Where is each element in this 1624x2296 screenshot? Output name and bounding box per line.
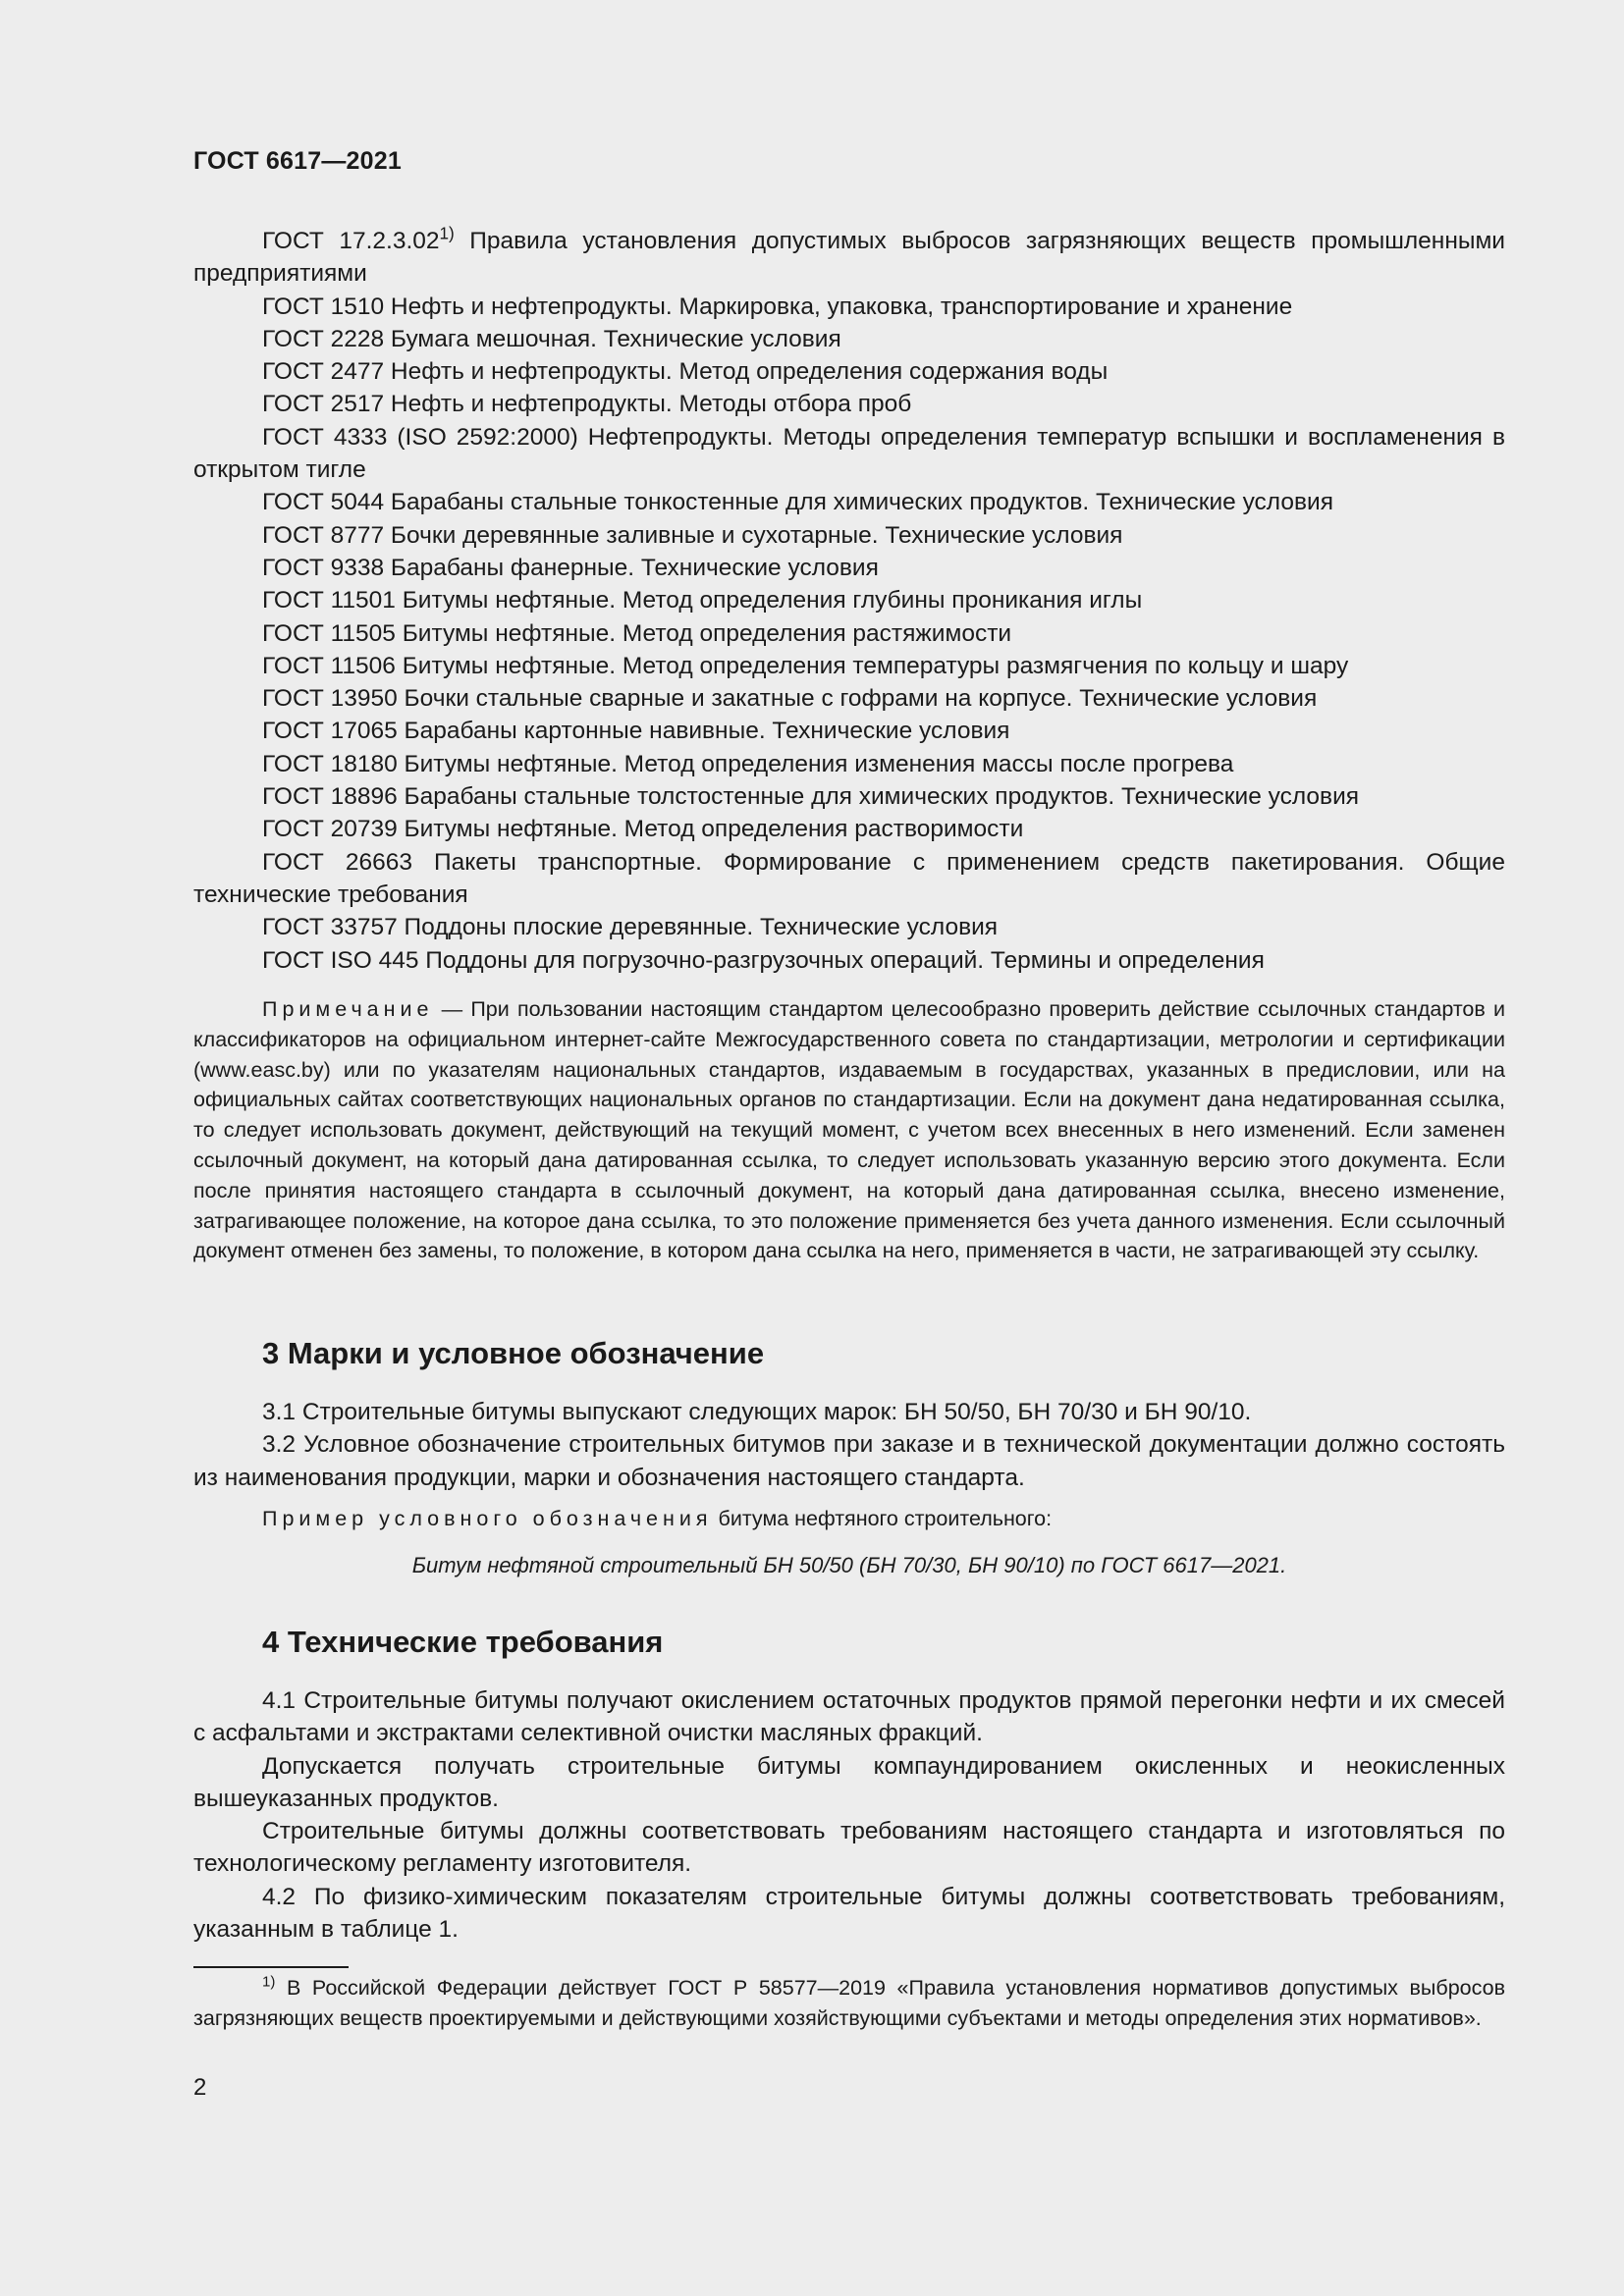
reference-title: Нефть и нефтепродукты. Метод определения содержания воды (384, 358, 1109, 386)
reference-code: ГОСТ 2228 (262, 325, 385, 352)
reference-item (193, 388, 1505, 420)
footnote (193, 1973, 1505, 2033)
note-dash: — (433, 997, 471, 1021)
reference-code: ГОСТ 4333 (262, 423, 388, 451)
reference-title: Битумы нефтяные. Метод определения растворимости (397, 816, 1024, 843)
reference-item (193, 355, 1505, 388)
reference-code: ГОСТ 2517 (262, 391, 385, 418)
reference-title: Битумы нефтяные. Метод определения глубины проникания иглы (395, 587, 1143, 614)
reference-title: Битумы нефтяные. Метод определения температуры размягчения по кольцу и шару (395, 652, 1349, 679)
reference-title: Битумы нефтяные. Метод определения изменения массы после прогрева (397, 750, 1234, 777)
reference-item (193, 552, 1505, 584)
reference-item (193, 617, 1505, 650)
reference-title: Нефть и нефтепродукты. Маркировка, упаковка, транспортирование и хранение (384, 293, 1293, 320)
reference-code: ГОСТ 2477 (262, 358, 385, 386)
reference-title: Барабаны картонные навивные. Технические условия (397, 718, 1010, 745)
reference-item (193, 748, 1505, 780)
reference-item (193, 323, 1505, 355)
reference-title: Поддоны плоские деревянные. Технические условия (397, 914, 999, 941)
reference-item (193, 421, 1505, 487)
reference-item (193, 486, 1505, 518)
paragraph-4-1-c: Строительные битумы должны соответствовать требованиям настоящего стандарта и изготовляться по технологическому регламенту изготовителя. (193, 1818, 1505, 1878)
reference-code: ГОСТ 8777 (262, 521, 385, 549)
reference-title: Барабаны стальные тонкостенные для химических продуктов. Технические условия (384, 489, 1333, 516)
reference-code: ГОСТ 1510 (262, 293, 385, 320)
reference-code: ГОСТ 20739 (262, 816, 398, 843)
reference-item (193, 911, 1505, 943)
reference-title: Барабаны фанерные. Технические условия (384, 554, 879, 581)
reference-item (193, 584, 1505, 616)
reference-item (193, 682, 1505, 715)
reference-code: ГОСТ 33757 (262, 914, 398, 941)
section-3-heading: 3 Марки и условное обозначение (262, 1336, 765, 1370)
example-label: Пример условного обозначения (262, 1507, 713, 1530)
reference-item (193, 650, 1505, 682)
reference-code: ГОСТ 9338 (262, 554, 385, 581)
note-text: При пользовании настоящим стандартом целесообразно проверить действие ссылочных стандартов и классификаторов на официальном интернет-сайте Межгосударственного совета по стандартизации, метрологии и сертификации (www.easc.by) или по указателям национальных стандартов, издаваемым в государствах, указанных в предисловии, или на официальных сайтах соответствующих национальных органов по стандартизации. Если на документ дана недатированная ссылка, то следует использовать документ, действующий на текущий момент, с учетом всех внесенных в него изменений. Если заменен ссылочный документ, на который дана датированная ссылка, то следует использовать указанную версию этого документа. Если после принятия настоящего стандарта в ссылочный документ, на который дана датированная ссылка, внесено изменение, затрагивающее положение, на которое дана ссылка, то это положение применяется без учета данного изменения. Если ссылочный документ отменен без замены, то положение, в котором дана ссылка на него, применяется в части, не затрагивающей эту ссылку. (193, 997, 1505, 1263)
footnote-marker: 1) (439, 223, 455, 243)
paragraph-3-2: 3.2 Условное обозначение строительных битумов при заказе и в технической документации должно состоять из наименования продукции, марки и обозначения настоящего стандарта. (193, 1431, 1505, 1491)
note-label: Примечание (262, 997, 434, 1021)
reference-item (193, 780, 1505, 813)
reference-code: ГОСТ 5044 (262, 489, 385, 516)
reference-code: ГОСТ 11505 (262, 619, 396, 647)
document-header: ГОСТ 6617—2021 (193, 147, 402, 175)
reference-title: Бочки стальные сварные и закатные с гофрами на корпусе. Технические условия (397, 685, 1318, 713)
reference-item (193, 519, 1505, 552)
reference-code: ГОСТ ISO 445 (262, 946, 419, 974)
paragraph-3-1: 3.1 Строительные битумы выпускают следующих марок: БН 50/50, БН 70/30 и БН 90/10. (262, 1399, 1252, 1425)
section-4-heading: 4 Технические требования (262, 1625, 664, 1659)
reference-item (193, 225, 1505, 291)
reference-title: Пакеты транспортные. Формирование с применением средств пакетирования. Общие технические требования (193, 848, 1505, 908)
footnote-divider (193, 1966, 349, 1968)
footnote-text: В Российской Федерации действует ГОСТ Р 58577—2019 «Правила установления нормативов допустимых выбросов загрязняющих веществ проектируемыми и действующими хозяйствующими субъектами и методы определения этих нормативов». (193, 1976, 1505, 2030)
reference-item (193, 715, 1505, 747)
reference-title: Бочки деревянные заливные и сухотарные. Технические условия (384, 521, 1123, 549)
designation-example: Битум нефтяной строительный БН 50/50 (БН 70/30, БН 90/10) по ГОСТ 6617—2021. (411, 1553, 1287, 1577)
paragraph-4-1: 4.1 Строительные битумы получают окислением остаточных продуктов прямой перегонки нефти и их смесей с асфальтами и экстрактами селективной очистки масляных фракций. (193, 1687, 1505, 1747)
reference-title: (ISO 2592:2000) Нефтепродукты. Методы определения температур вспышки и воспламенения в открытом тигле (193, 423, 1505, 484)
reference-title: Битумы нефтяные. Метод определения растяжимости (395, 619, 1012, 647)
reference-item (193, 944, 1505, 977)
paragraph-4-1-b: Допускается получать строительные битумы компаундированием окисленных и неокисленных вышеуказанных продуктов. (193, 1752, 1505, 1812)
reference-code: ГОСТ 13950 (262, 685, 398, 713)
reference-code: ГОСТ 18180 (262, 750, 398, 777)
example-label-rest: битума нефтяного строительного: (712, 1507, 1053, 1530)
references-note (193, 994, 1505, 1266)
example-label-line (262, 1507, 1052, 1531)
reference-code: ГОСТ 17.2.3.02 (262, 228, 440, 254)
reference-item (193, 291, 1505, 323)
reference-code: ГОСТ 17065 (262, 718, 398, 745)
reference-title: Бумага мешочная. Технические условия (384, 325, 841, 352)
reference-code: ГОСТ 11506 (262, 652, 396, 679)
section-4-body (193, 1684, 1505, 1946)
normative-references-list (193, 225, 1505, 977)
reference-code: ГОСТ 18896 (262, 783, 398, 811)
reference-code: ГОСТ 11501 (262, 587, 396, 614)
reference-title: Поддоны для погрузочно-разгрузочных операций. Термины и определения (418, 946, 1265, 974)
reference-title: Правила установления допустимых выбросов загрязняющих веществ промышленными предприятиями (193, 228, 1505, 288)
reference-code: ГОСТ 26663 (262, 848, 412, 876)
reference-item (193, 813, 1505, 845)
reference-title: Барабаны стальные толстостенные для химических продуктов. Технические условия (397, 783, 1360, 811)
paragraph-4-2: 4.2 По физико-химическим показателям строительные битумы должны соответствовать требованиям, указанным в таблице 1. (193, 1883, 1505, 1944)
footnote-number: 1) (262, 1973, 276, 1991)
reference-item (193, 846, 1505, 912)
page-number: 2 (193, 2074, 207, 2101)
section-3-body (193, 1396, 1505, 1494)
reference-title: Нефть и нефтепродукты. Методы отбора проб (384, 391, 912, 418)
